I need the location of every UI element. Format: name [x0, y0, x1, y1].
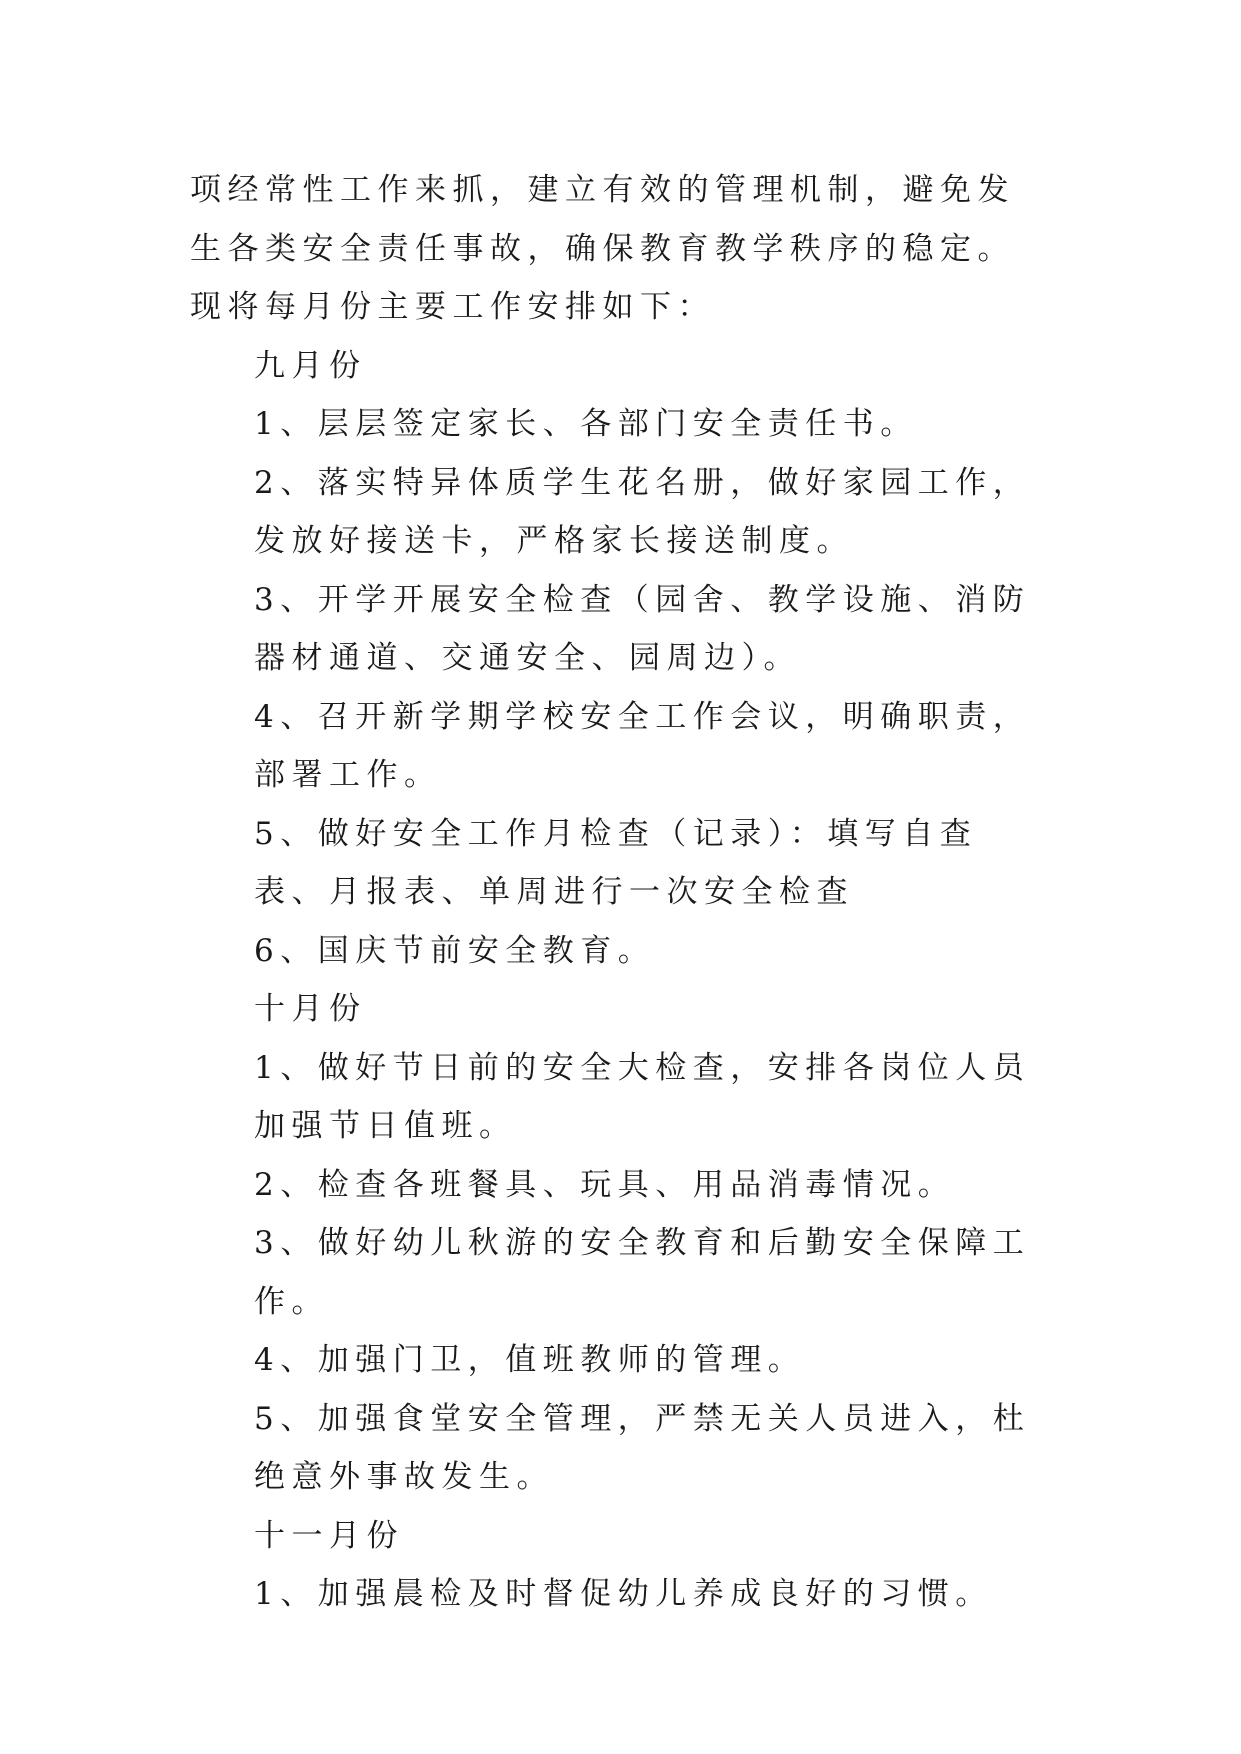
september-item-3: 3、开学开展安全检查（园舍、教学设施、消防器材通道、交通安全、园周边）。: [254, 581, 1031, 676]
september-item-2: 2、落实特异体质学生花名册，做好家园工作，发放好接送卡，严格家长接送制度。: [254, 464, 1031, 559]
october-item-2: 2、检查各班餐具、玩具、用品消毒情况。: [254, 1166, 956, 1203]
september-item-4: 4、召开新学期学校安全工作会议，明确职责，部署工作。: [254, 698, 1031, 793]
paragraph-intro: 项经常性工作来抓，建立有效的管理机制，避免发生各类安全责任事故，确保教育教学秩序的稳定。现将每月份主要工作安排如下：: [190, 172, 1015, 325]
heading-october: 十月份: [254, 991, 367, 1027]
october-item-5: 5、加强食堂安全管理，严禁无关人员进入，杜绝意外事故发生。: [254, 1400, 1031, 1495]
october-item-1: 1、做好节日前的安全大检查，安排各岗位人员加强节日值班。: [254, 1049, 1031, 1144]
heading-november: 十一月份: [254, 1517, 404, 1554]
heading-september: 九月份: [254, 347, 367, 384]
november-item-1: 1、加强晨检及时督促幼儿养成良好的习惯。: [254, 1576, 993, 1612]
september-item-5: 5、做好安全工作月检查（记录）：填写自查表、月报表、单周进行一次安全检查: [254, 815, 978, 910]
september-item-6: 6、国庆节前安全教育。: [254, 932, 656, 969]
september-item-1: 1、层层签定家长、各部门安全责任书。: [254, 406, 918, 442]
document-body: [190, 161, 1050, 1624]
october-item-3: 3、做好幼儿秋游的安全教育和后勤安全保障工作。: [254, 1225, 1031, 1320]
october-item-4: 4、加强门卫，值班教师的管理。: [254, 1342, 806, 1378]
